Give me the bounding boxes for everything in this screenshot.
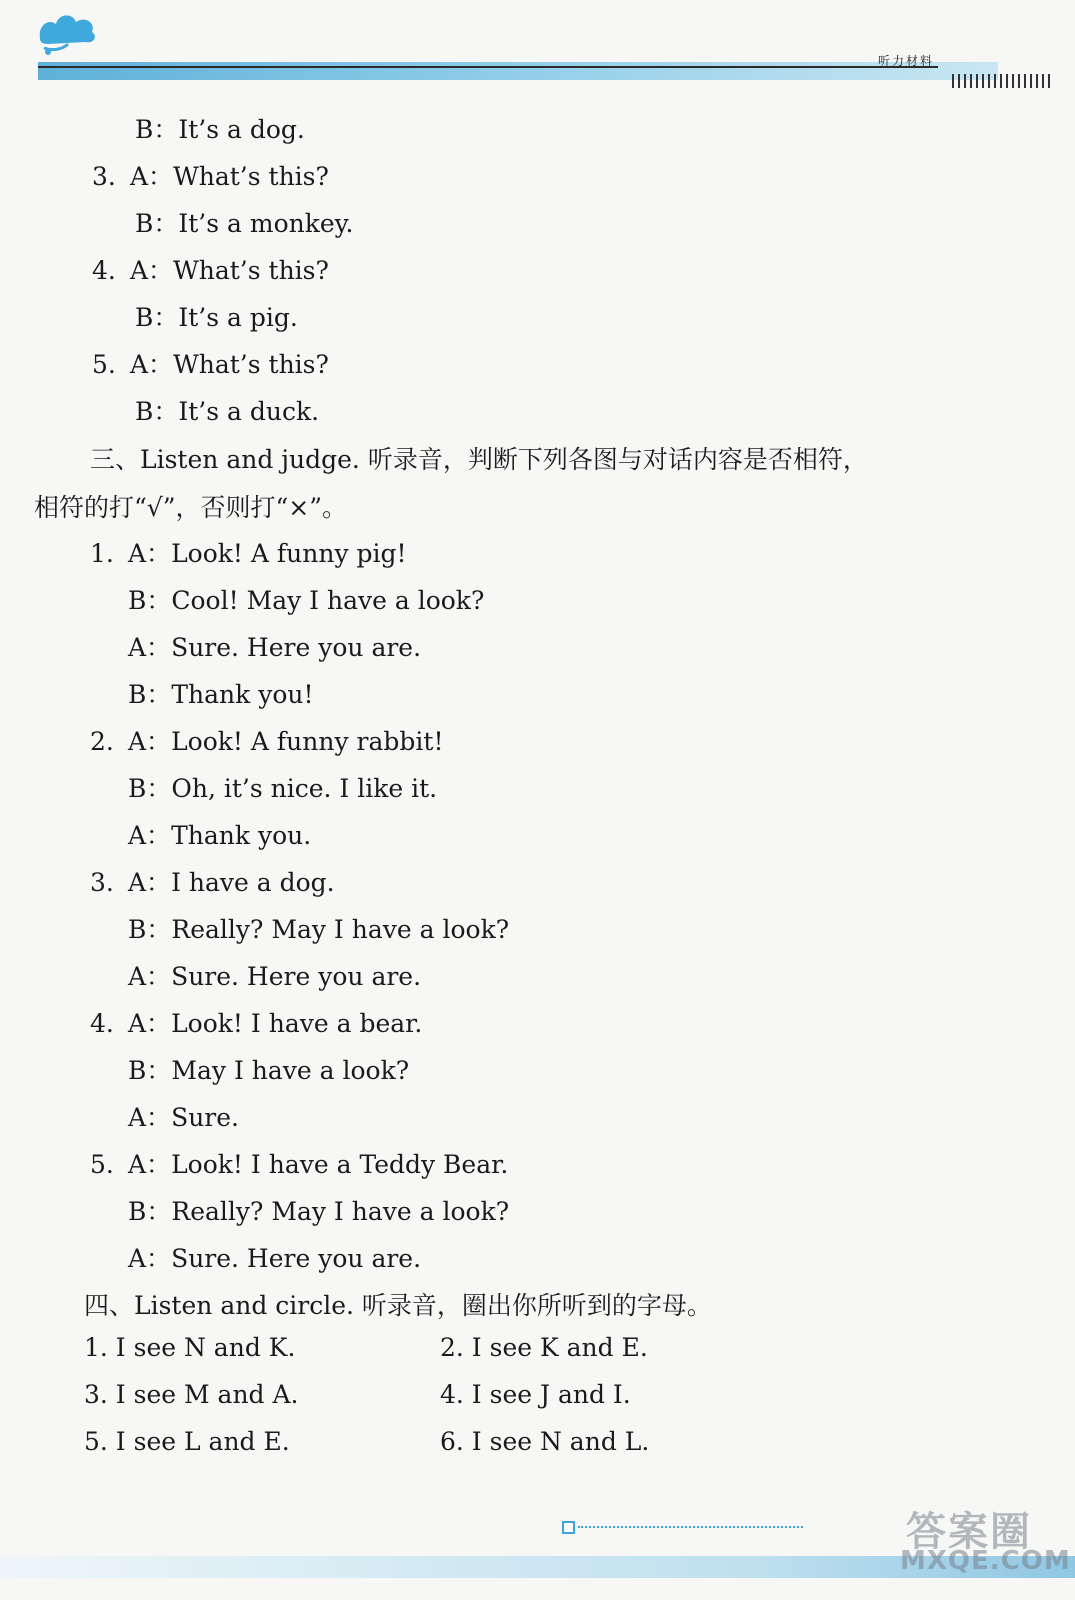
list-item: 6. I see N and L. <box>440 1427 650 1456</box>
header-band <box>38 62 998 80</box>
dialogue-line: 2. A：Look! A funny rabbit! <box>90 727 444 756</box>
dialogue-line: 5. A：Look! I have a Teddy Bear. <box>90 1150 509 1179</box>
list-item: 5. I see L and E. <box>84 1427 290 1456</box>
dialogue-line: 4. A：Look! I have a bear. <box>90 1009 423 1038</box>
section-3-title-cont: 相符的打“√”，否则打“×”。 <box>34 493 348 522</box>
dialogue-line: B：It’s a pig. <box>135 303 298 332</box>
dialogue-line: B：It’s a dog. <box>135 115 305 144</box>
dialogue-line: B：Really? May I have a look? <box>128 915 510 944</box>
list-item: 4. I see J and I. <box>440 1380 631 1409</box>
dialogue-line: B：Cool! May I have a look? <box>128 586 485 615</box>
watermark-site-text: MXQE.COM <box>900 1546 1071 1576</box>
section-3-title: 三、Listen and judge. 听录音，判断下列各图与对话内容是否相符， <box>90 445 868 474</box>
dialogue-line: B：It’s a monkey. <box>135 209 354 238</box>
dialogue-line: A：Sure. Here you are. <box>128 1244 422 1273</box>
dialogue-line: A：Sure. Here you are. <box>128 962 422 991</box>
page-header <box>0 0 1075 90</box>
watermark <box>900 1500 1071 1580</box>
list-item: 1. I see N and K. <box>84 1333 296 1362</box>
dialogue-line: 5. A：What’s this? <box>92 350 329 379</box>
dialogue-line: B：It’s a duck. <box>135 397 320 426</box>
list-item: 2. I see K and E. <box>440 1333 648 1362</box>
header-rule <box>38 66 938 68</box>
dialogue-line: B：Thank you! <box>128 680 314 709</box>
dialogue-line: A：Sure. Here you are. <box>128 633 422 662</box>
footer-dotted-rule <box>578 1526 803 1528</box>
footer-square-icon <box>562 1521 575 1534</box>
dialogue-line: 3. A：What’s this? <box>92 162 329 191</box>
list-item: 3. I see M and A. <box>84 1380 299 1409</box>
section-4-title: 四、Listen and circle. 听录音，圈出你所听到的字母。 <box>84 1291 712 1320</box>
dialogue-line: 1. A：Look! A funny pig! <box>90 539 407 568</box>
dialogue-line: A：Thank you. <box>128 821 312 850</box>
dialogue-line: 3. A：I have a dog. <box>90 868 335 897</box>
dialogue-line: B：May I have a look? <box>128 1056 410 1085</box>
header-barcode <box>952 74 1052 88</box>
header-label: 听力材料 <box>878 54 935 68</box>
dialogue-line: B：Oh, it’s nice. I like it. <box>128 774 438 803</box>
dialogue-line: B：Really? May I have a look? <box>128 1197 510 1226</box>
cloud-logo-icon <box>34 8 100 62</box>
dialogue-line: A：Sure. <box>128 1103 239 1132</box>
watermark-logo-text: 答案圈 <box>906 1509 1032 1555</box>
dialogue-line: 4. A：What’s this? <box>92 256 329 285</box>
